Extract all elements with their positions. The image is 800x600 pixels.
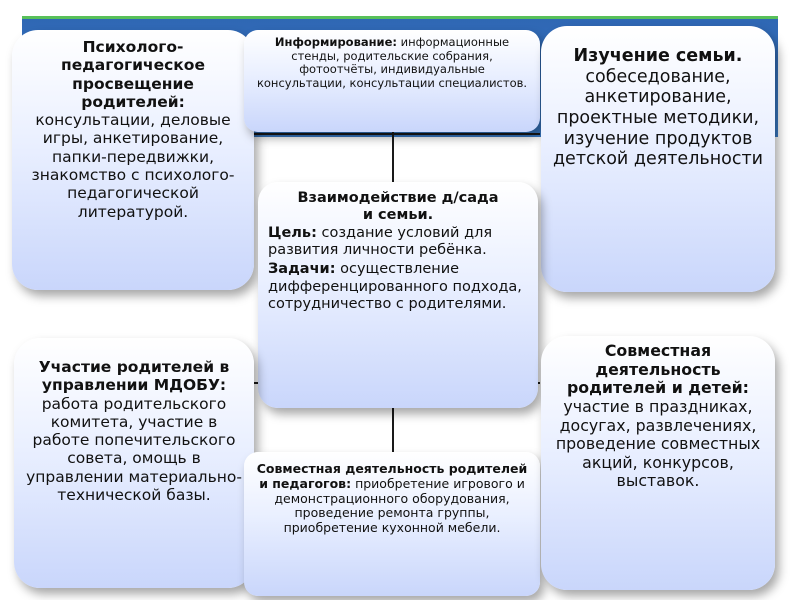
box-center-tasks [268,261,528,312]
box-top-center [244,30,540,132]
box-center-goal [268,225,528,259]
box-top-center-text: информационные стенды, родительские собрания, фотоотчёты, индивидуальные консультации, консультации специалистов. [256,35,528,90]
box-center-goal-text: создание условий для развития личности ребёнка. [268,225,493,259]
box-center-title: Взаимодействие д/сада и семьи. [297,190,499,224]
box-top-left-text: консультации, деловые игры, анкетирование, папки-передвижки, знакомство с психолого-педагогической литературой. [31,111,235,221]
connector-horizontal-top [250,133,540,135]
box-bottom-left-text: работа родительского комитета, участие в работе попечительского совета, омощь в управлении материально-технической базы. [26,394,242,504]
box-center-tasks-label: Задачи: [268,261,336,278]
box-bottom-left-title: Участие родителей в управлении МДОБУ: [38,358,230,395]
box-bottom-center-text: приобретение игрового и демонстрационного оборудования, проведение ремонта группы, приобретение кухонной мебели. [274,475,525,535]
box-bottom-right-text: участие в праздниках, досугах, развлечениях, проведение совместных акций, конкурсов, выставок. [555,396,761,491]
box-bottom-center [244,452,540,596]
box-bottom-center-title: Совместная деятельность родителей и педагогов: [256,461,528,491]
box-top-right-title: Изучение семьи. [573,46,743,66]
box-center-tasks-text: осуществление дифференцированного подхода, сотрудничество с родителями. [268,261,522,312]
box-top-right-text: собеседование, анкетирование, проектные методики, изучение продуктов детской деятельности [552,66,764,170]
box-bottom-left [14,338,254,588]
box-bottom-right-title: Совместная деятельность родителей и детей: [566,341,749,398]
box-top-left [12,30,254,290]
box-top-center-title: Информирование: [274,35,398,49]
box-top-right [541,26,775,292]
box-center [258,182,538,408]
box-top-left-title: Психолого-педагогическое просвещение родителей: [61,38,205,111]
box-bottom-right [541,336,775,590]
box-center-goal-label: Цель: [268,225,317,242]
